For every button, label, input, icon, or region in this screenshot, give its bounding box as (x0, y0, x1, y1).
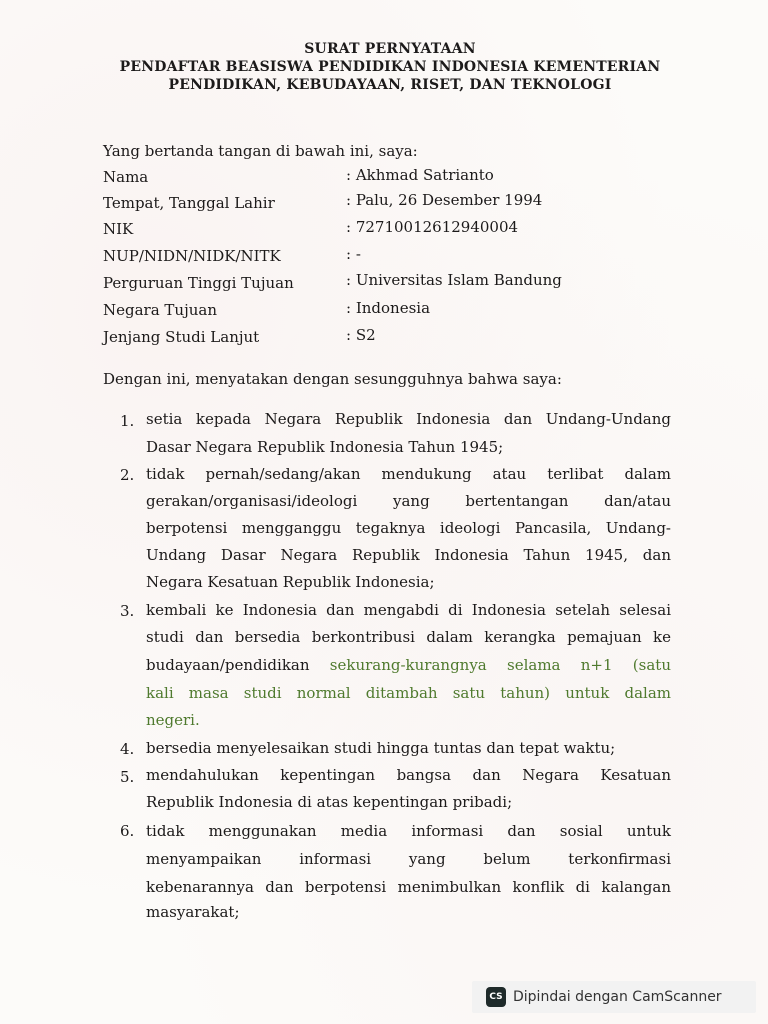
field-label-negara-tujuan: Negara Tujuan (103, 301, 218, 319)
statement-text: Dengan ini, menyatakan dengan sesungguhnya bahwa saya: (103, 370, 562, 388)
field-value-perguruan-tinggi: : Universitas Islam Bandung (346, 271, 562, 289)
field-label-ttl: Tempat, Tanggal Lahir (103, 194, 275, 212)
camscanner-watermark (472, 981, 756, 1013)
list-line: studi dan bersedia berkontribusi dalam kerangka pemajuan ke (146, 628, 671, 646)
list-line (146, 656, 671, 674)
list-line: kembali ke Indonesia dan mengabdi di Indonesia setelah selesai (146, 601, 671, 619)
list-line: berpotensi mengganggu tegaknya ideologi Pancasila, Undang- (146, 519, 671, 537)
list-line: bersedia menyelesaikan studi hingga tuntas dan tepat waktu; (146, 739, 616, 757)
list-line: kebenarannya dan berpotensi menimbulkan konflik di kalangan (146, 878, 671, 896)
field-value-negara-tujuan: : Indonesia (346, 299, 431, 317)
list-line: Dasar Negara Republik Indonesia Tahun 1945; (146, 438, 504, 456)
field-value-nup: : - (346, 245, 361, 263)
list-line: Undang Dasar Negara Republik Indonesia Tahun 1945, dan (146, 546, 671, 564)
highlighted-text: sekurang-kurangnya selama n+1 (satu (329, 656, 671, 674)
list-line: setia kepada Negara Republik Indonesia dan Undang-Undang (146, 410, 671, 428)
highlighted-text: negeri. (146, 711, 200, 729)
intro-text: Yang bertanda tangan di bawah ini, saya: (103, 142, 418, 160)
list-line: mendahulukan kepentingan bangsa dan Negara Kesatuan (146, 766, 671, 784)
field-value-nama: : Akhmad Satrianto (346, 166, 494, 184)
field-value-ttl: : Palu, 26 Desember 1994 (346, 191, 543, 209)
list-number: 1. (120, 412, 135, 430)
field-label-perguruan-tinggi: Perguruan Tinggi Tujuan (103, 274, 294, 292)
list-line: menyampaikan informasi yang belum terkonfirmasi (146, 850, 671, 868)
document-subtitle-line-1: PENDAFTAR BEASISWA PENDIDIKAN INDONESIA KEMENTERIAN (119, 59, 661, 75)
document-title: SURAT PERNYATAAN (304, 41, 476, 57)
list-number: 3. (120, 602, 135, 620)
list-line: tidak pernah/sedang/akan mendukung atau terlibat dalam (146, 465, 671, 483)
field-label-jenjang: Jenjang Studi Lanjut (103, 328, 260, 346)
list-line: tidak menggunakan media informasi dan sosial untuk (146, 822, 671, 840)
camscanner-logo-icon: CS (486, 987, 506, 1007)
list-number: 6. (120, 822, 135, 840)
list-number: 2. (120, 466, 135, 484)
list-number: 4. (120, 740, 135, 758)
field-value-nik: : 7271001261294000‌4 (346, 218, 519, 236)
field-value-jenjang: : S2 (346, 326, 376, 344)
highlighted-text: kali masa studi normal ditambah satu tahun) untuk dalam (146, 684, 671, 702)
list-line: gerakan/organisasi/ideologi yang bertentangan dan/atau (146, 492, 671, 510)
list-line: Republik Indonesia di atas kepentingan pribadi; (146, 793, 513, 811)
watermark-text: Dipindai dengan CamScanner (513, 989, 722, 1005)
list-number: 5. (120, 768, 135, 786)
list-line-text: budayaan/pendidikan (146, 656, 310, 674)
list-line: Negara Kesatuan Republik Indonesia; (146, 573, 435, 591)
list-line: masyarakat; (146, 903, 240, 921)
document-subtitle-line-2: PENDIDIKAN, KEBUDAYAAN, RISET, DAN TEKNOLOGI (168, 77, 612, 93)
field-label-nup: NUP/NIDN/NIDK/NITK (103, 247, 281, 265)
field-label-nik: NIK (103, 220, 134, 238)
field-label-nama: Nama (103, 168, 149, 186)
